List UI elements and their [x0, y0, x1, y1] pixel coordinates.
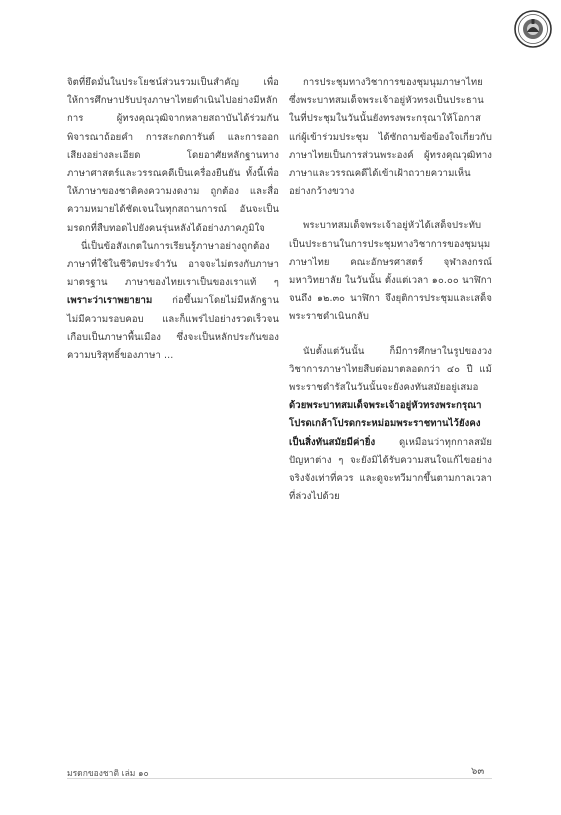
left-paragraph-2	[67, 238, 279, 365]
right-paragraph-2: พระบาทสมเด็จพระเจ้าอยู่หัวได้เสด็จประทับเป็นประธานในการประชุมทางวิชาการของชุมนุมภาษาไทย คณะอักษรศาสตร์ จุฬาลงกรณ์มหาวิทยาลัย ในวันนั้น ตั้งแต่เวลา ๑๐.๐๐ นาฬิกาจนถึง ๑๒.๓๐ นาฬิกา จึงยุติการประชุมและเสด็จพระราชดำเนินกลับ	[289, 220, 492, 323]
right-paragraph-3-emphasis: ด้วยพระบาทสมเด็จพระเจ้าอยู่หัวทรงพระกรุณาโปรดเกล้าโปรดกระหม่อมพระราชทานไว้ยังคงเป็นสิ่งทันสมัยมีค่ายิ่ง	[289, 400, 482, 448]
left-text-column	[67, 74, 279, 365]
left-paragraph-2-tail: ก่อขึ้นมาโดยไม่มีหลักฐาน ไม่มีความรอบคอบ และก็แพร่ไปอย่างรวดเร็วจนเกือบเป็นภาษาพื้นเมือง ซึ่งจะเป็นหลักประกันของความบริสุทธิ์ของภาษา ...	[67, 295, 279, 362]
left-paragraph-1	[67, 74, 279, 238]
right-paragraph-3-text: นับตั้งแต่วันนั้น ก็มีการศึกษาในรูปของวงวิชาการภาษาไทยสืบต่อมาตลอดกว่า ๔๐ ปี แม้พระราชดำรัสในวันนั้นจะยังคงทันสมัยอยู่เสมอ	[289, 345, 492, 394]
right-paragraph-3-tail: ดูเหมือนว่าทุกกาลสมัย ปัญหาต่าง ๆ จะยังมิได้รับความสนใจแก้ไขอย่างจริงจังเท่าที่ควร และดูจะทวีมากขึ้นตามกาลเวลาที่ล่วงไปด้วย	[289, 436, 492, 503]
left-paragraph-2-text: นี่เป็นข้อสังเกตในการเรียนรู้ภาษาอย่างถูกต้อง ภาษาที่ใช้ในชีวิตประจำวัน อาจจะไม่ตรงกับภาษามาตรฐาน ภาษาของไทยเราเป็นของเราแท้ ๆ	[67, 240, 279, 289]
journal-footer: มรดกของชาติ เล่ม ๑๐	[67, 769, 149, 779]
right-text-column	[289, 74, 492, 506]
emblem-logo	[514, 10, 552, 48]
right-paragraph-1: การประชุมทางวิชาการของชุมนุมภาษาไทย ซึ่งพระบาทสมเด็จพระเจ้าอยู่หัวทรงเป็นประธาน ในที่ประชุมในวันนั้นยังทรงพระกรุณาให้โอกาสแก่ผู้เข้าร่วมประชุม ได้ซักถามข้อข้องใจเกี่ยวกับภาษาไทยเป็นการส่วนพระองค์ ผู้ทรงคุณวุฒิทางภาษาและวรรณคดีได้เข้าเฝ้าถวายความเห็นอย่างกว้างขวาง	[289, 77, 492, 198]
left-paragraph-2-emphasis: เพราะว่าเราพยายาม	[67, 295, 153, 307]
left-paragraph-1-text: จิตที่ยึดมั่นในประโยชน์ส่วนรวมเป็นสำคัญ เพื่อให้การศึกษาปรับปรุงภาษาไทยดำเนินไปอย่างมีหลักการ ผู้ทรงคุณวุฒิจากหลายสถาบันได้ร่วมกันพิจารณาถ้อยคำ การสะกดการันต์ และการออกเสียงอย่างละเอียด โดยอาศัยหลักฐานทางภาษาศาสตร์และวรรณคดีเป็นเครื่องยืนยัน ทั้งนี้เพื่อให้ภาษาของชาติคงความงดงาม ถูกต้อง และสื่อความหมายได้ชัดเจนในทุกสถานการณ์ อันจะเป็นมรดกที่สืบทอดไปยังคนรุ่นหลังได้อย่างภาคภูมิใจ	[67, 77, 279, 234]
page-number: ๖๓	[471, 766, 485, 777]
right-paragraph-3	[289, 343, 492, 507]
